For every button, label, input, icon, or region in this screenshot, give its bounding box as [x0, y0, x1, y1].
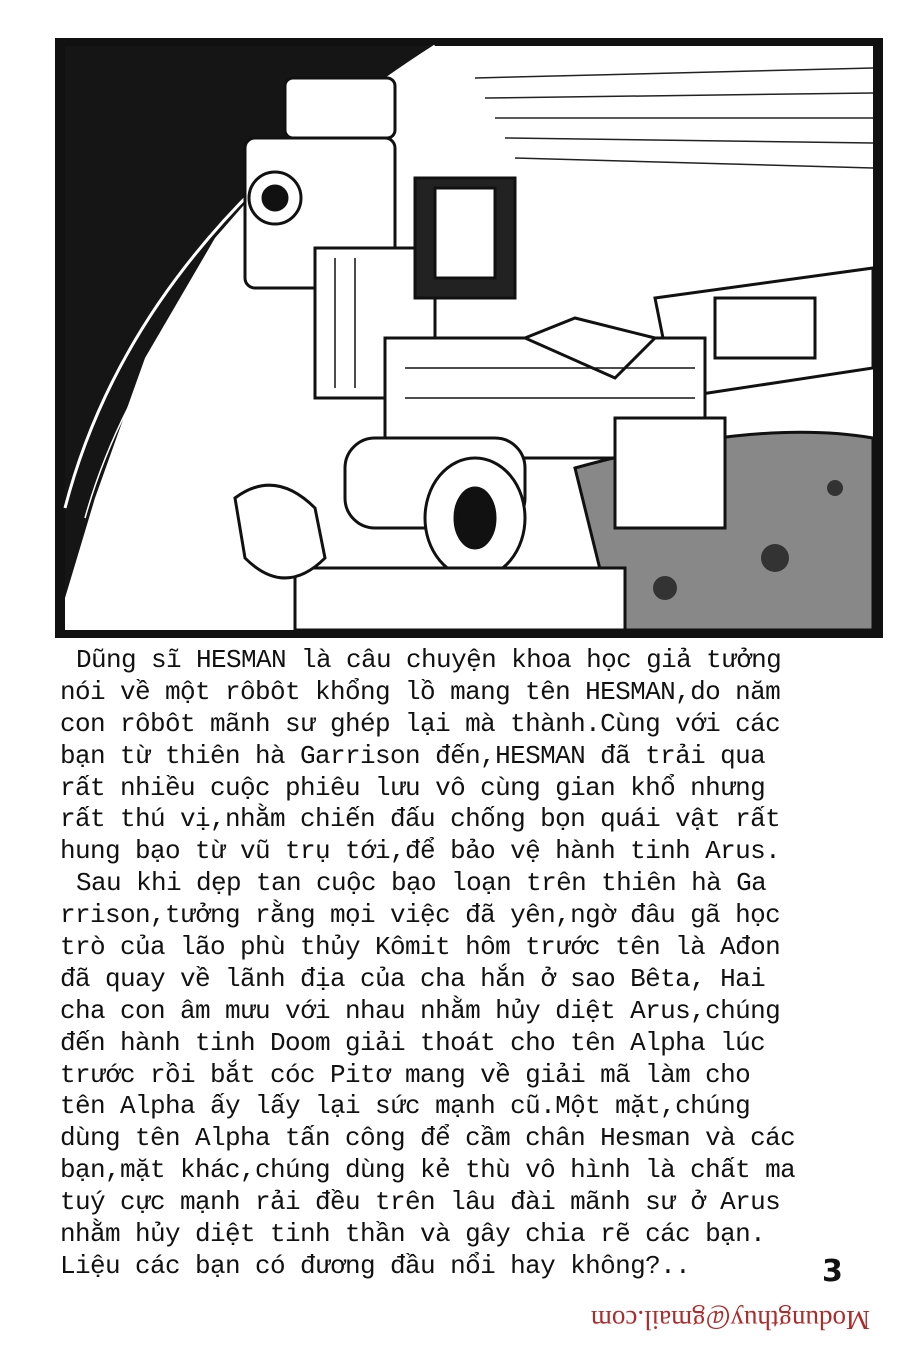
watermark: Modungthuy@gmail.com	[590, 1305, 870, 1335]
text-line: rất thú vị,nhằm chiến đấu chống bọn quái vật rất	[60, 804, 781, 835]
text-line: rrison,tưởng rằng mọi việc đã yên,ngờ đâu gã học	[60, 900, 781, 931]
page-number: 3	[822, 1254, 843, 1289]
text-line: đã quay về lãnh địa của cha hắn ở sao Bêta, Hai	[60, 963, 766, 994]
text-line: dùng tên Alpha tấn công để cầm chân Hesman và các	[60, 1123, 796, 1154]
text-line: bạn,mặt khác,chúng dùng kẻ thù vô hình là chất ma	[60, 1155, 796, 1186]
text-line: Liệu các bạn có đương đầu nổi hay không?..	[60, 1250, 691, 1281]
comic-panel-robot-illustration	[55, 38, 883, 638]
text-line: con rôbôt mãnh sư ghép lại mà thành.Cùng với các	[60, 708, 781, 739]
text-line: rất nhiều cuộc phiêu lưu vô cùng gian khổ nhưng	[60, 772, 766, 803]
text-line: hung bạo từ vũ trụ tới,để bảo vệ hành tinh Arus.	[60, 836, 781, 867]
text-line: bạn từ thiên hà Garrison đến,HESMAN đã trải qua	[60, 740, 766, 771]
text-line: Dũng sĩ HESMAN là câu chuyện khoa học giả tưởng	[76, 645, 782, 675]
text-line: đến hành tinh Doom giải thoát cho tên Alpha lúc	[60, 1027, 766, 1058]
story-text	[60, 645, 860, 1283]
text-line: trò của lão phù thủy Kômit hôm trước tên là Ađon	[60, 932, 781, 963]
text-line: nói về một rôbôt khổng lồ mang tên HESMAN,do năm	[60, 676, 781, 707]
text-line: trước rồi bắt cóc Pitơ mang về giải mã làm cho	[60, 1059, 751, 1090]
text-line: cha con âm mưu với nhau nhằm hủy diệt Arus,chúng	[60, 995, 781, 1026]
text-line: Sau khi dẹp tan cuộc bạo loạn trên thiên hà Ga	[76, 868, 767, 899]
text-line: nhằm hủy diệt tinh thần và gây chia rẽ các bạn.	[60, 1219, 766, 1250]
text-line: tuý cực mạnh rải đều trên lâu đài mãnh sư ở Arus	[60, 1187, 781, 1218]
text-line: tên Alpha ấy lấy lại sức mạnh cũ.Một mặt,chúng	[60, 1091, 751, 1122]
